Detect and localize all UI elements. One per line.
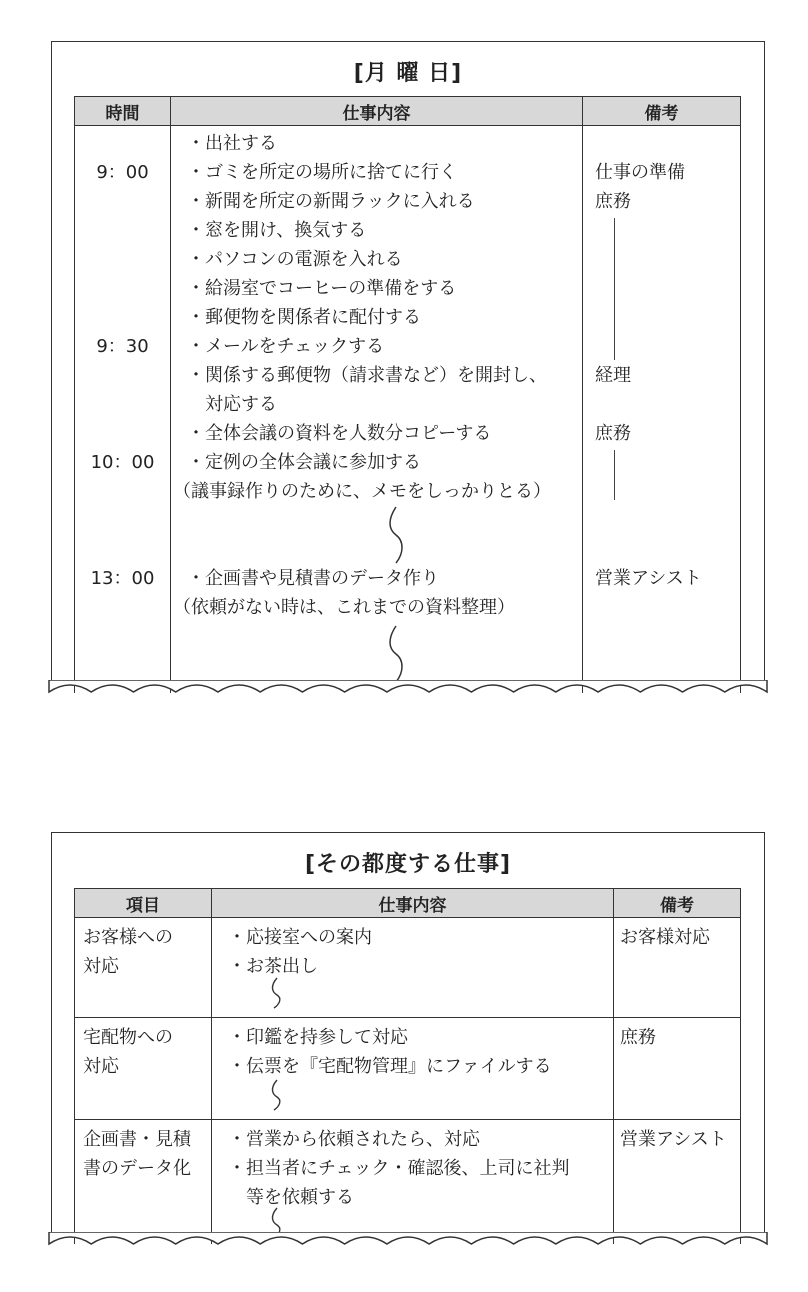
note-line — [595, 506, 740, 535]
item-label: お客様への — [83, 927, 173, 948]
note-line: お客様対応 — [620, 927, 710, 948]
table-row — [75, 1120, 741, 1244]
omission-squiggle-icon — [386, 624, 406, 684]
note-line: 庶務 — [595, 423, 631, 444]
task-line: （依頼がない時は、これまでの資料整理） — [173, 597, 515, 618]
note-cell — [614, 918, 741, 1018]
omission-squiggle-icon — [268, 1078, 284, 1112]
monday-title: [月 曜 日] — [353, 61, 463, 86]
task-line: ・出社する — [187, 133, 277, 154]
note-line — [595, 216, 740, 245]
note-line: 庶務 — [620, 1027, 656, 1048]
item-label: 対応 — [83, 1056, 119, 1077]
task-line: ・応接室への案内 — [228, 927, 372, 948]
note-line: 営業アシスト — [595, 568, 702, 589]
task-line: ・お茶出し — [228, 956, 318, 977]
task-line: ・全体会議の資料を人数分コピーする — [187, 423, 492, 444]
header-content: 仕事内容 — [212, 889, 614, 918]
note-line — [595, 448, 740, 477]
time-line — [75, 535, 170, 564]
table-row — [75, 918, 741, 1018]
item-cell — [75, 918, 212, 1018]
time-line — [75, 419, 170, 448]
note-line — [595, 129, 740, 158]
torn-edge-decoration — [48, 680, 768, 700]
time-line — [75, 274, 170, 303]
note-line — [595, 274, 740, 303]
note-line — [595, 245, 740, 274]
time-line — [75, 506, 170, 535]
note-line — [595, 332, 740, 361]
note-cell — [614, 1120, 741, 1244]
item-label: 宅配物への — [83, 1027, 173, 1048]
time-line — [75, 216, 170, 245]
header-item: 項目 — [75, 889, 212, 918]
time-line: 10：00 — [90, 452, 155, 473]
note-line — [595, 477, 740, 506]
content-column — [171, 126, 583, 693]
task-line: 対応する — [187, 394, 277, 415]
time-line — [75, 361, 170, 390]
task-line: ・企画書や見積書のデータ作り — [187, 568, 439, 589]
task-line: ・給湯室でコーヒーの準備をする — [187, 278, 457, 299]
adhoc-task-table — [74, 888, 741, 1244]
time-line — [75, 129, 170, 158]
item-label: 書のデータ化 — [83, 1158, 191, 1179]
note-cell — [614, 1018, 741, 1120]
task-line: ・印鑑を持参して対応 — [228, 1027, 408, 1048]
task-line: ・新聞を所定の新聞ラックに入れる — [187, 191, 475, 212]
task-line: ・担当者にチェック・確認後、上司に社判 — [228, 1158, 570, 1179]
omission-squiggle-icon — [386, 505, 406, 565]
note-line: 仕事の準備 — [595, 162, 685, 183]
time-line — [75, 477, 170, 506]
task-line: ・窓を開け、換気する — [187, 220, 367, 241]
note-line — [595, 390, 740, 419]
task-line: （議事録作りのために、メモをしっかりとる） — [173, 481, 551, 502]
time-line — [75, 245, 170, 274]
torn-edge-decoration — [48, 1232, 768, 1252]
note-line — [595, 303, 740, 332]
notes-continuation-line — [614, 450, 615, 500]
adhoc-title: [その都度する仕事] — [304, 852, 512, 877]
task-line: ・定例の全体会議に参加する — [187, 452, 421, 473]
task-line — [187, 535, 582, 564]
item-label: 対応 — [83, 956, 119, 977]
notes-continuation-line — [614, 218, 615, 360]
table-row — [75, 1018, 741, 1120]
item-cell — [75, 1120, 212, 1244]
task-line — [187, 506, 582, 535]
time-line: 9：30 — [96, 336, 149, 357]
task-line: ・メールをチェックする — [187, 336, 385, 357]
task-line: ・パソコンの電源を入れる — [187, 249, 403, 270]
task-line: 等を依頼する — [228, 1187, 354, 1208]
task-line: ・郵便物を関係者に配付する — [187, 307, 421, 328]
time-line — [75, 390, 170, 419]
note-line: 営業アシスト — [620, 1129, 727, 1150]
note-line: 経理 — [595, 365, 631, 386]
header-time: 時間 — [75, 97, 171, 126]
header-notes: 備考 — [614, 889, 741, 918]
header-content: 仕事内容 — [171, 97, 583, 126]
notes-column — [583, 126, 741, 693]
time-line: 9：00 — [96, 162, 149, 183]
task-line: ・関係する郵便物（請求書など）を開封し、 — [187, 365, 547, 386]
task-line: ・ゴミを所定の場所に捨てに行く — [187, 162, 457, 183]
task-line: ・営業から依頼されたら、対応 — [228, 1129, 480, 1150]
time-column — [75, 126, 171, 693]
task-line: ・伝票を『宅配物管理』にファイルする — [228, 1056, 552, 1077]
item-label: 企画書・見積 — [83, 1129, 191, 1150]
note-line — [595, 535, 740, 564]
note-line: 庶務 — [595, 191, 631, 212]
item-cell — [75, 1018, 212, 1120]
time-line — [75, 303, 170, 332]
time-line: 13：00 — [90, 568, 155, 589]
monday-schedule-table — [74, 96, 741, 693]
omission-squiggle-icon — [268, 976, 284, 1010]
header-notes: 備考 — [583, 97, 741, 126]
time-line — [75, 187, 170, 216]
